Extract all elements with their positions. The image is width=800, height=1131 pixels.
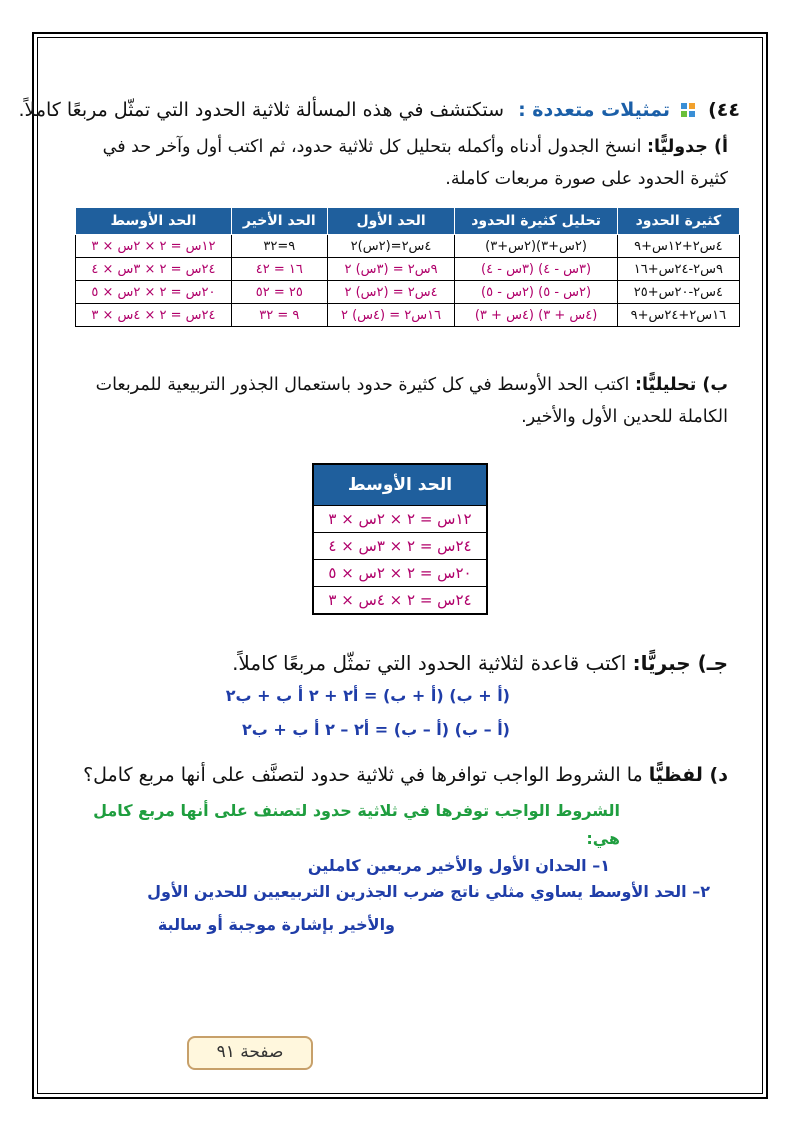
cell-middle-term: ٢٠س = ٢ × ٢س × ٥ [76,281,232,304]
cell-factoring: (٢س - ٥) (٢س - ٥) [455,281,617,304]
puzzle-icon [680,102,696,118]
cell-last-term: ٩=٣٢ [231,235,327,258]
worksheet [18,95,740,934]
cell-polynomial: ٤س٢+١٢س+٩ [617,235,739,258]
cell-factoring: (٢س+٣)(٢س+٣) [455,235,617,258]
cell-first-term: ١٦س٢ = (٤س) ٢ [327,304,455,327]
cell-polynomial: ٤س٢-٢٠س+٢٥ [617,281,739,304]
cell-polynomial: ١٦س٢+٢٤س+٩ [617,304,739,327]
part-d-text: ما الشروط الواجب توافرها في ثلاثية حدود لتصنَّف على أنها مربع كامل؟ [83,764,643,786]
cell-middle-term: ١٢س = ٢ × ٢س × ٣ [76,235,232,258]
answer-title: الشروط الواجب توفرها في ثلاثية حدود لتصنف على أنها مربع كامل هي: [93,801,620,848]
middle-term-box [312,463,488,615]
header-first-term: الحد الأول [327,208,455,235]
header-polynomial: كثيرة الحدود [617,208,739,235]
question-number: ٤٤) [708,99,740,121]
question-heading [18,95,740,125]
table-row [76,304,740,327]
cell-first-term: ٤س٢ = (٢س) ٢ [327,281,455,304]
page-number-tag: صفحة ٩١ [187,1036,313,1070]
part-a [60,131,740,195]
cell-polynomial: ٩س٢-٢٤س+١٦ [617,258,739,281]
table-row [76,258,740,281]
cell-first-term: ٤س٢=(٢س)٢ [327,235,455,258]
header-factoring: تحليل كثيرة الحدود [455,208,617,235]
middle-term-row: ٢٤س = ٢ × ٤س × ٣ [314,586,486,613]
part-a-text: انسخ الجدول أدناه وأكمله بتحليل كل ثلاثية حدود، ثم اكتب أول وآخر حد في كثيرة الحدود على صورة مربعات كاملة. [102,137,728,189]
cell-last-term: ٢٥ = ٥٢ [231,281,327,304]
table-row [76,235,740,258]
cell-factoring: (٣س - ٤) (٣س - ٤) [455,258,617,281]
answer-condition-2-continued: والأخير بإشارة موجبة أو سالبة [157,915,395,934]
question-intro: ستكتشف في هذه المسألة ثلاثية الحدود التي تمثّل مربعًا كاملاً. [18,99,505,121]
middle-term-row: ١٢س = ٢ × ٢س × ٣ [314,505,486,532]
cell-factoring: (٤س + ٣) (٤س + ٣) [455,304,617,327]
cell-last-term: ٩ = ٣٢ [231,304,327,327]
cell-last-term: ١٦ = ٤٢ [231,258,327,281]
part-d [60,759,740,791]
part-c-text: اكتب قاعدة لثلاثية الحدود التي تمثّل مربعًا كاملاً. [232,651,627,675]
cell-middle-term: ٢٤س = ٢ × ٣س × ٤ [76,258,232,281]
part-d-label: د) لفظيًّا [648,764,728,786]
polynomial-table [75,207,740,327]
part-c-label: جـ) جبريًّا: [632,651,728,675]
formula-difference-square: (أ – ب) (أ – ب) = أ٢ – ٢ أ ب + ب٢ [241,720,510,739]
header-middle-term: الحد الأوسط [76,208,232,235]
part-b-label: ب) تحليليًّا: [634,375,728,395]
formula-sum-square: (أ + ب) (أ + ب) = أ٢ + ٢ أ ب + ب٢ [225,686,510,705]
middle-term-row: ٢٠س = ٢ × ٢س × ٥ [314,559,486,586]
cell-middle-term: ٢٤س = ٢ × ٤س × ٣ [76,304,232,327]
table-header-row [76,208,740,235]
part-b-text: اكتب الحد الأوسط في كل كثيرة حدود باستعمال الجذور التربيعية للمربعات الكاملة للحدين الأول والأخير. [95,375,728,427]
answer-condition-1: ١– الحدان الأول والأخير مربعين كاملين [307,856,610,875]
part-c [60,647,740,679]
middle-term-box-header: الحد الأوسط [314,465,486,505]
part-a-label: أ) جدوليًّا: [647,137,728,157]
cell-first-term: ٩س٢ = (٣س) ٢ [327,258,455,281]
answer-condition-2: ٢– الحد الأوسط يساوي مثلي ناتج ضرب الجذرين التربيعيين للحدين الأول [147,882,710,901]
question-title: تمثيلات متعددة : [518,99,671,121]
part-b [60,369,740,433]
table-row [76,281,740,304]
header-last-term: الحد الأخير [231,208,327,235]
middle-term-row: ٢٤س = ٢ × ٣س × ٤ [314,532,486,559]
